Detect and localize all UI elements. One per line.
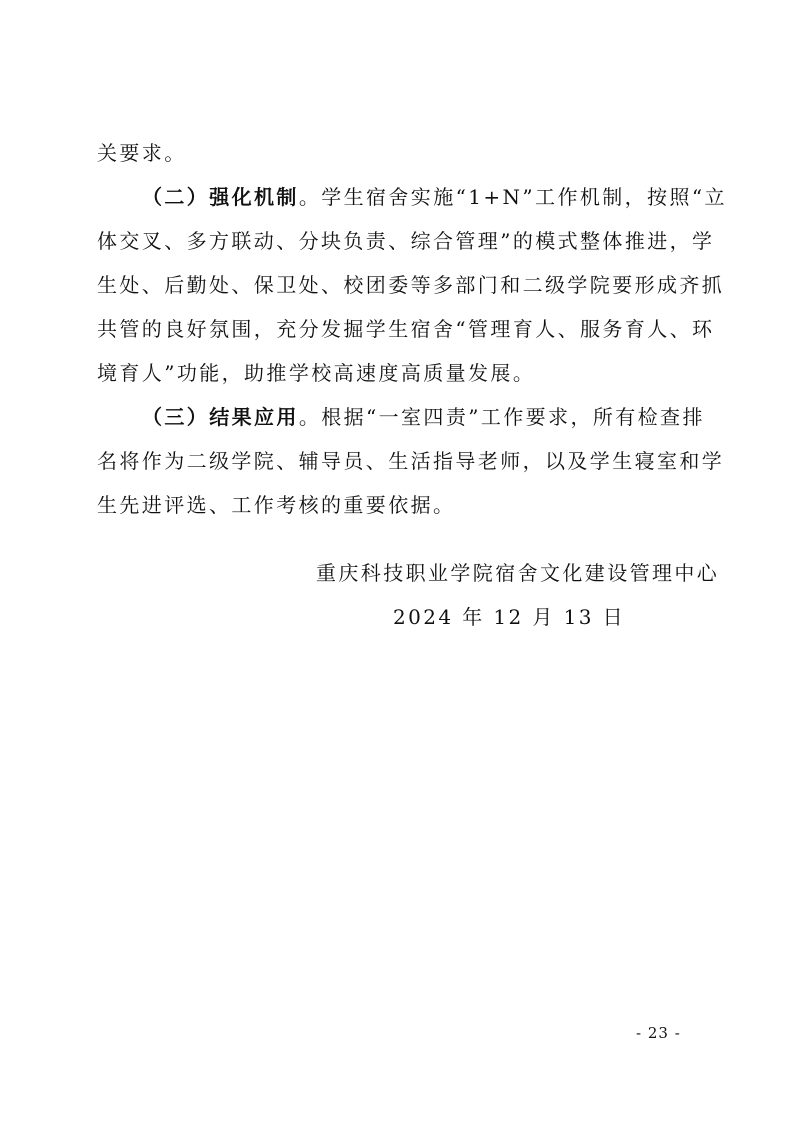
body-line: 境育人”功能，助推学校高速度高质量发展。: [97, 361, 536, 385]
body-text: 。根据“一室四责”工作要求，所有检查排: [298, 405, 705, 429]
page-number: - 23 -: [636, 1024, 681, 1042]
signature-organization: 重庆科技职业学院宿舍文化建设管理中心: [316, 561, 720, 585]
section-heading-strengthen-mechanism: （二）强化机制: [142, 185, 299, 209]
body-line: 名将作为二级学院、辅导员、生活指导老师，以及学生寝室和学: [97, 449, 725, 473]
body-line: 体交叉、多方联动、分块负责、综合管理”的模式整体推进，学: [97, 229, 715, 253]
body-text: 。学生宿舍实施“1+N”工作机制，按照“立: [298, 185, 727, 209]
body-line: 生先进评选、工作考核的重要依据。: [97, 493, 456, 517]
paragraph-2-line-1: [142, 183, 727, 211]
body-line: 关要求。: [97, 141, 187, 165]
signature-date: 2024 年 12 月 13 日: [393, 605, 625, 629]
body-line: 生处、后勤处、保卫处、校团委等多部门和二级学院要形成齐抓: [97, 273, 725, 297]
paragraph-3-line-1: [142, 403, 705, 431]
section-heading-result-application: （三）结果应用: [142, 405, 299, 429]
body-line: 共管的良好氛围，充分发掘学生宿舍“管理育人、服务育人、环: [97, 317, 715, 341]
